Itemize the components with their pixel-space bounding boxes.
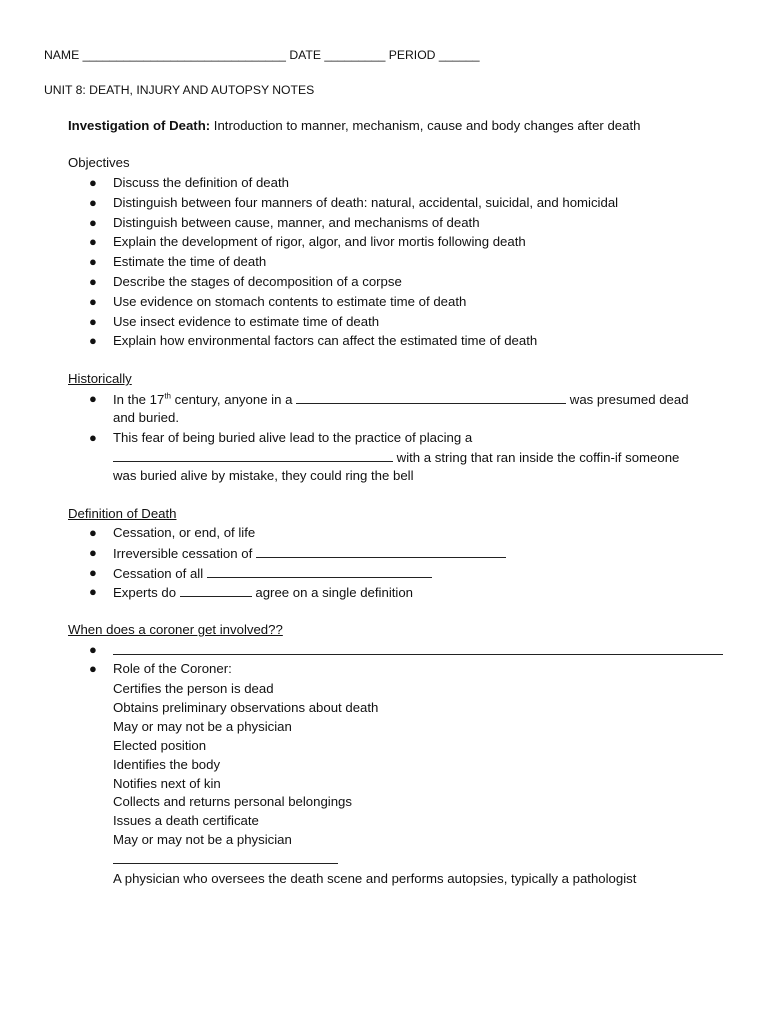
period-blank[interactable]: ______ bbox=[438, 48, 480, 62]
bullet-icon: ● bbox=[89, 391, 97, 406]
unit-title: UNIT 8: DEATH, INJURY AND AUTOPSY NOTES bbox=[44, 83, 315, 97]
objective-item: Explain how environmental factors can affect the estimated time of death bbox=[113, 333, 538, 348]
bullet-icon: ● bbox=[89, 430, 97, 445]
definition-item-2: Irreversible cessation of bbox=[113, 544, 506, 563]
student-info-header bbox=[44, 46, 480, 64]
definition-heading: Definition of Death bbox=[68, 506, 177, 521]
coroner-role-item: Notifies next of kin bbox=[113, 776, 221, 791]
intro-bold: Investigation of Death: bbox=[68, 118, 211, 133]
coroner-role-heading: Role of the Coroner: bbox=[113, 661, 232, 676]
fill-in-blank[interactable] bbox=[207, 564, 432, 578]
intro-rest: Introduction to manner, mechanism, cause and body changes after death bbox=[210, 118, 641, 133]
coroner-role-item: Identifies the body bbox=[113, 757, 221, 772]
intro-line bbox=[68, 117, 640, 135]
historically-item-1-cont: and buried. bbox=[113, 410, 179, 425]
pathologist-definition: A physician who oversees the death scene and performs autopsies, typically a pathologist bbox=[113, 871, 637, 886]
bullet-icon: ● bbox=[89, 525, 97, 540]
name-blank[interactable]: ______________________________ bbox=[82, 48, 286, 62]
bullet-icon: ● bbox=[89, 314, 97, 329]
objective-item: Use evidence on stomach contents to estimate time of death bbox=[113, 294, 467, 309]
date-blank[interactable]: _________ bbox=[324, 48, 386, 62]
fill-in-blank[interactable] bbox=[113, 850, 338, 864]
historically-item-2-line2: with a string that ran inside the coffin-if someone bbox=[113, 448, 679, 467]
objectives-heading: Objectives bbox=[68, 155, 130, 170]
coroner-role-item: Collects and returns personal belongings bbox=[113, 794, 352, 809]
bullet-icon: ● bbox=[89, 333, 97, 348]
definition-item-4: Experts do agree on a single definition bbox=[113, 585, 414, 600]
bullet-icon: ● bbox=[89, 175, 97, 190]
objective-item: Explain the development of rigor, algor, and livor mortis following death bbox=[113, 234, 526, 249]
bullet-icon: ● bbox=[89, 234, 97, 249]
bullet-icon: ● bbox=[89, 254, 97, 269]
coroner-role-item: Obtains preliminary observations about death bbox=[113, 700, 379, 715]
coroner-role-item: Certifies the person is dead bbox=[113, 681, 274, 696]
historically-item-2-line3: was buried alive by mistake, they could ring the bell bbox=[113, 468, 414, 483]
fill-in-blank[interactable] bbox=[296, 390, 566, 404]
bullet-icon: ● bbox=[89, 642, 97, 657]
coroner-role-item: Issues a death certificate bbox=[113, 813, 259, 828]
definition-item-3: Cessation of all bbox=[113, 564, 432, 583]
period-label: PERIOD bbox=[388, 48, 436, 62]
pathologist-term-blank bbox=[113, 850, 338, 869]
coroner-role-item: May or may not be a physician bbox=[113, 719, 292, 734]
coroner-role-item: Elected position bbox=[113, 738, 207, 753]
objective-item: Use insect evidence to estimate time of death bbox=[113, 314, 380, 329]
definition-item-1: Cessation, or end, of life bbox=[113, 525, 256, 540]
objective-item: Estimate the time of death bbox=[113, 254, 267, 269]
fill-in-blank[interactable] bbox=[256, 544, 506, 558]
bullet-icon: ● bbox=[89, 545, 97, 560]
name-label: NAME bbox=[44, 48, 80, 62]
coroner-heading: When does a coroner get involved?? bbox=[68, 622, 283, 637]
bullet-icon: ● bbox=[89, 274, 97, 289]
historically-item-2: This fear of being buried alive lead to the practice of placing a bbox=[113, 430, 473, 445]
fill-in-blank[interactable] bbox=[113, 641, 723, 655]
coroner-blank-item bbox=[113, 641, 723, 660]
fill-in-blank[interactable] bbox=[180, 583, 252, 597]
bullet-icon: ● bbox=[89, 195, 97, 210]
objective-item: Describe the stages of decomposition of a corpse bbox=[113, 274, 402, 289]
objective-item: Distinguish between cause, manner, and mechanisms of death bbox=[113, 215, 480, 230]
bullet-icon: ● bbox=[89, 584, 97, 599]
bullet-icon: ● bbox=[89, 294, 97, 309]
bullet-icon: ● bbox=[89, 565, 97, 580]
historically-item-1: In the 17th century, anyone in a was presumed dead bbox=[113, 391, 689, 407]
date-label: DATE bbox=[289, 48, 321, 62]
historically-heading: Historically bbox=[68, 371, 132, 386]
objective-item: Distinguish between four manners of death: natural, accidental, suicidal, and homicidal bbox=[113, 195, 619, 210]
coroner-role-item: May or may not be a physician bbox=[113, 832, 292, 847]
fill-in-blank[interactable] bbox=[113, 448, 393, 462]
bullet-icon: ● bbox=[89, 661, 97, 676]
objective-item: Discuss the definition of death bbox=[113, 175, 289, 190]
bullet-icon: ● bbox=[89, 215, 97, 230]
